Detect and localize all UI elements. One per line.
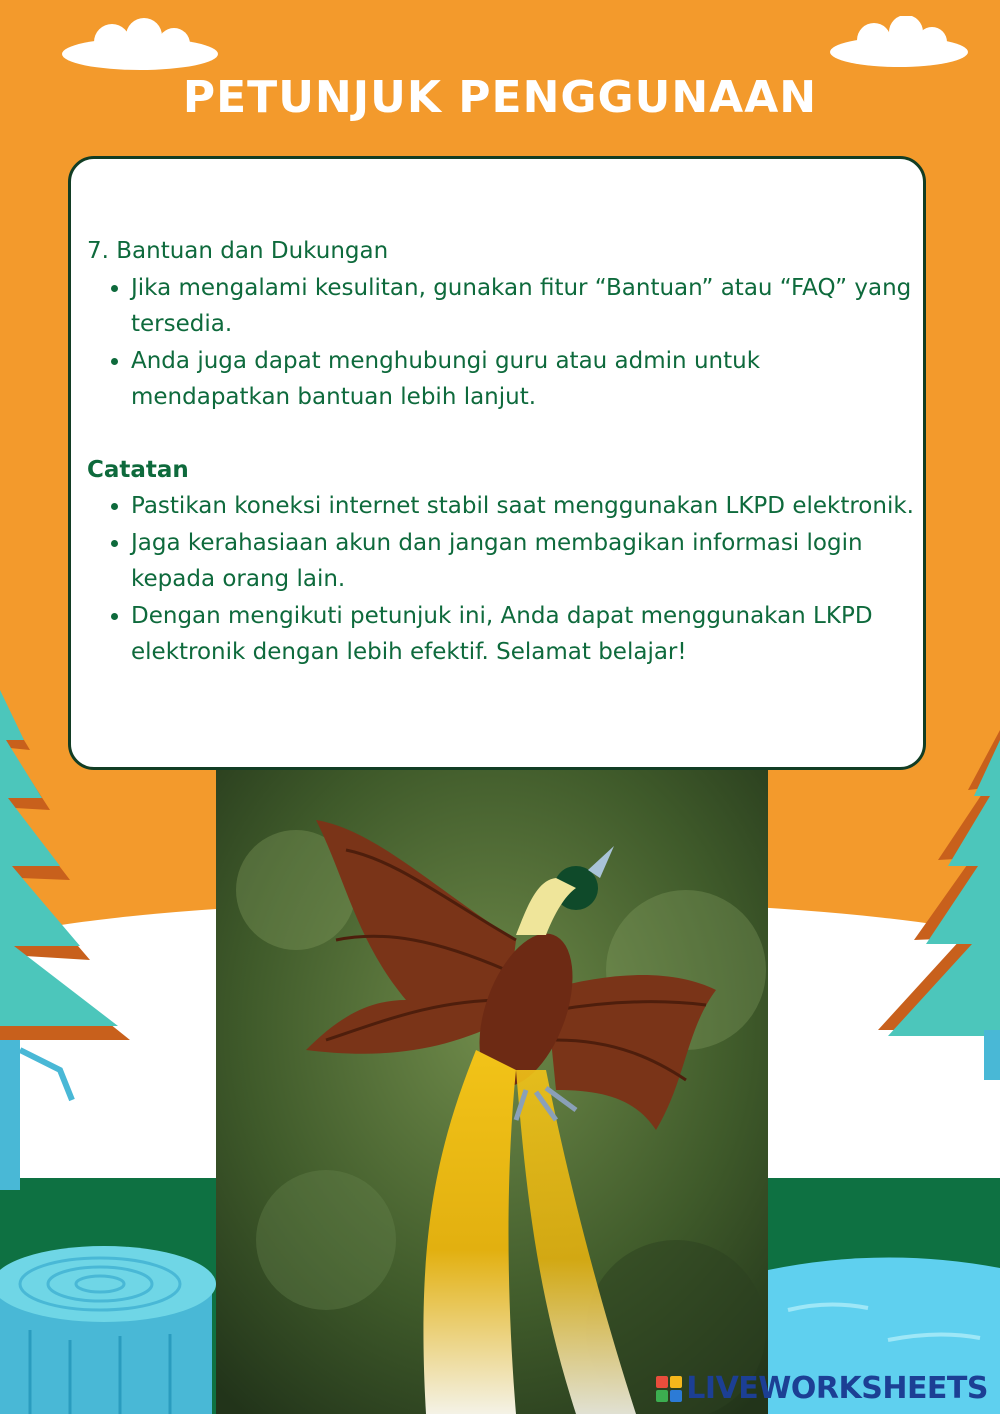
pine-tree-icon [868, 730, 1000, 1080]
liveworksheets-logo-icon [656, 1376, 682, 1402]
notes-heading: Catatan [87, 456, 189, 483]
list-item: • Jika mengalami kesulitan, gunakan fitur “Bantuan” atau “FAQ” yang tersedia. [131, 270, 923, 343]
list-item: • Jaga kerahasiaan akun dan jangan membagikan informasi login kepada orang lain. [131, 525, 923, 598]
cloud-icon [60, 18, 220, 70]
brand-name: LIVEWORKSHEETS [686, 1371, 988, 1406]
page-title: PETUNJUK PENGGUNAAN [182, 72, 818, 123]
cloud-icon [828, 16, 970, 68]
list-item: • Dengan mengikuti petunjuk ini, Anda dapat menggunakan LKPD elektronik dengan lebih efektif. Selamat belajar! [131, 598, 923, 671]
list-item: • Pastikan koneksi internet stabil saat menggunakan LKPD elektronik. [131, 488, 923, 525]
instructions-card [68, 156, 926, 770]
instructions-content [87, 233, 923, 671]
notes-bullet-list [87, 488, 923, 671]
bird-of-paradise-photo [216, 770, 768, 1414]
list-item: • Anda juga dapat menghubungi guru atau admin untuk mendapatkan bantuan lebih lanjut. [131, 343, 923, 416]
section-heading: 7. Bantuan dan Dukungan [87, 238, 389, 264]
section-bullet-list [87, 270, 923, 416]
tree-stump-icon [0, 1240, 220, 1414]
liveworksheets-logo [656, 1371, 988, 1406]
